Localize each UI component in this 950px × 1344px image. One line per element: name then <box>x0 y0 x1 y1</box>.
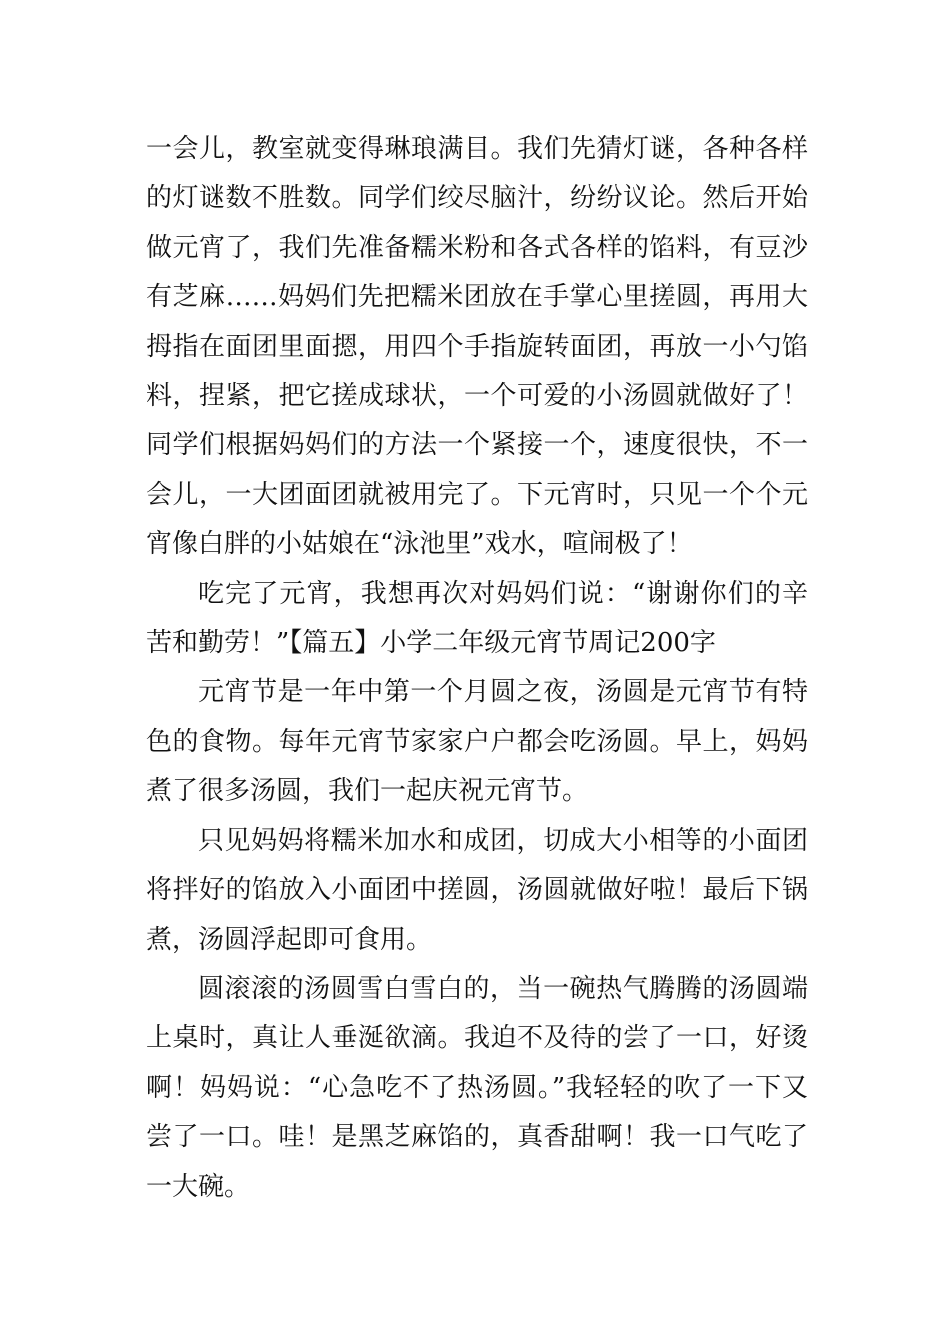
paragraph-4: 只见妈妈将糯米加水和成团，切成大小相等的小面团将拌好的馅放入小面团中搓圆，汤圆就做好啦！最后下锅煮，汤圆浮起即可食用。 <box>146 825 808 955</box>
paragraph-3: 元宵节是一年中第一个月圆之夜，汤圆是元宵节有特色的食物。每年元宵节家家户户都会吃汤圆。早上，妈妈煮了很多汤圆，我们一起庆祝元宵节。 <box>146 677 808 807</box>
paragraph-2: 吃完了元宵，我想再次对妈妈们说：“谢谢你们的辛苦和勤劳！”【篇五】小学二年级元宵节周记200字 <box>146 578 808 659</box>
paragraph-1: 一会儿，教室就变得琳琅满目。我们先猜灯谜，各种各样的灯谜数不胜数。同学们绞尽脑汁，纷纷议论。然后开始做元宵了，我们先准备糯米粉和各式各样的馅料，有豆沙有芝麻……妈妈们先把糯米团放在手掌心里搓圆，再用大拇指在面团里面摁，用四个手指旋转面团，再放一小勺馅料，捏紧，把它搓成球状，一个可爱的小汤圆就做好了！同学们根据妈妈们的方法一个紧接一个，速度很快，不一会儿，一大团面团就被用完了。下元宵时，只见一个个元宵像白胖的小姑娘在“泳池里”戏水，喧闹极了！ <box>146 134 808 560</box>
body-text <box>146 125 808 1212</box>
paragraph-5: 圆滚滚的汤圆雪白雪白的，当一碗热气腾腾的汤圆端上桌时，真让人垂涎欲滴。我迫不及待的尝了一口，好烫啊！妈妈说：“心急吃不了热汤圆。”我轻轻的吹了一下又尝了一口。哇！是黑芝麻馅的，真香甜啊！我一口气吃了一大碗。 <box>146 973 808 1202</box>
